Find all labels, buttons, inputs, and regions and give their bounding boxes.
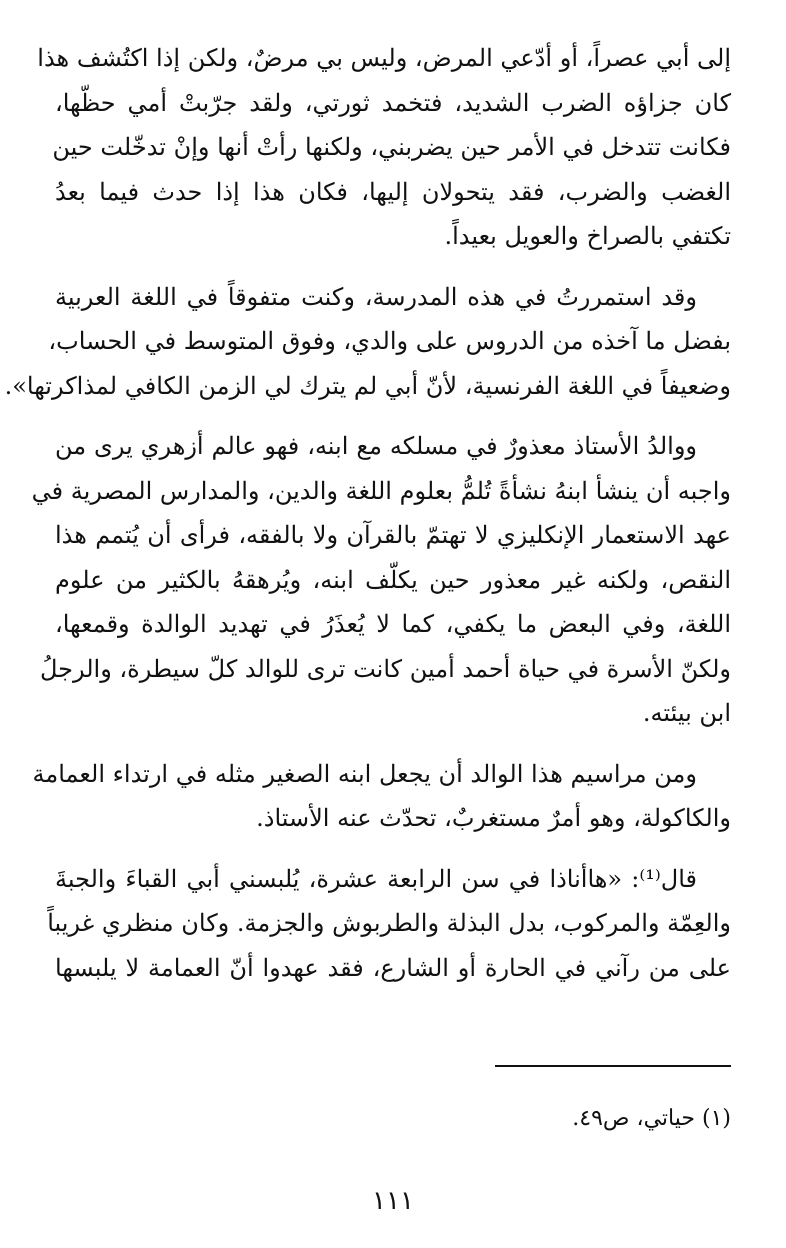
text-line: تكتفي بالصراخ والعويل بعيداً. [444, 222, 731, 250]
text-line: وقد استمررتُ في هذه المدرسة، وكنت متفوقاً في اللغة العربية [55, 282, 697, 311]
text-line: الغضب والضرب، فقد يتحولان إليها، فكان هذا إذا حدث فيما بعدُ [55, 177, 731, 206]
text-line: إلى أبي عصراً، أو أدّعي المرض، وليس بي مرضٌ، ولكن إذا اكتُشف هذا [37, 44, 731, 72]
paragraph [32, 752, 731, 841]
footnote-divider [495, 1065, 731, 1067]
text-line: ابن بيئته. [642, 699, 731, 727]
footnote: (١) حياتي، ص٤٩. [572, 1106, 731, 1131]
text-line: ولكنّ الأسرة في حياة أحمد أمين كانت ترى للوالد كلّ سيطرة، والرجلُ [39, 654, 731, 683]
paragraph [31, 424, 731, 736]
text-line: النقص، ولكنه غير معذور حين يكلّف ابنه، ويُرهقهُ بالكثير من علوم [55, 565, 731, 594]
paragraph [4, 275, 731, 409]
text-line: عهد الاستعمار الإنكليزي لا تهتمّ بالقرآن ولا بالفقه، فرأى أن يُتمم هذا [55, 521, 731, 549]
text-line: قال⁽¹⁾: «هاأناذا في سن الرابعة عشرة، يُلبسني أبي القباءَ والجبةَ [55, 864, 697, 893]
text-line: ووالدُ الأستاذ معذورٌ في مسلكه مع ابنه، فهو عالم أزهري يرى من [55, 432, 698, 460]
body-text [4, 36, 731, 990]
text-line: بفضل ما آخذه من الدروس على والدي، وفوق المتوسط في الحساب، [48, 327, 731, 355]
text-line: والعِمّة والمركوب، بدل البذلة والطربوش والجزمة. وكان منظري غريباً [47, 909, 731, 937]
text-line: والكاكولة، وهو أمرٌ مستغربٌ، تحدّث عنه الأستاذ. [256, 804, 731, 832]
text-line: واجبه أن ينشأ ابنهُ نشأةً تُلمُّ بعلوم اللغة والدين، والمدارس المصرية في [31, 476, 731, 505]
text-line: اللغة، وفي البعض ما يكفي، كما لا يُعذَرُ في تهديد الوالدة وقمعها، [55, 610, 731, 638]
text-line: كان جزاؤه الضرب الشديد، فتخمد ثورتي، ولقد جرّبتْ أمي حظّها، [55, 88, 731, 117]
paragraph [47, 857, 731, 991]
text-line: على من رآني في الحارة أو الشارع، فقد عهدوا أنّ العمامة لا يلبسها [55, 953, 731, 982]
paragraph [37, 36, 731, 259]
page-number: ١١١ [372, 1186, 414, 1216]
text-line: وضعيفاً في اللغة الفرنسية، لأنّ أبي لم يترك لي الزمن الكافي لمذاكرتها». [4, 371, 731, 400]
text-line: فكانت تتدخل في الأمر حين يضربني، ولكنها رأتْ أنها وإنْ تدخّلت حين [52, 133, 731, 161]
book-page [4, 36, 731, 1248]
text-line: ومن مراسيم هذا الوالد أن يجعل ابنه الصغير مثله في ارتداء العمامة [32, 759, 697, 788]
